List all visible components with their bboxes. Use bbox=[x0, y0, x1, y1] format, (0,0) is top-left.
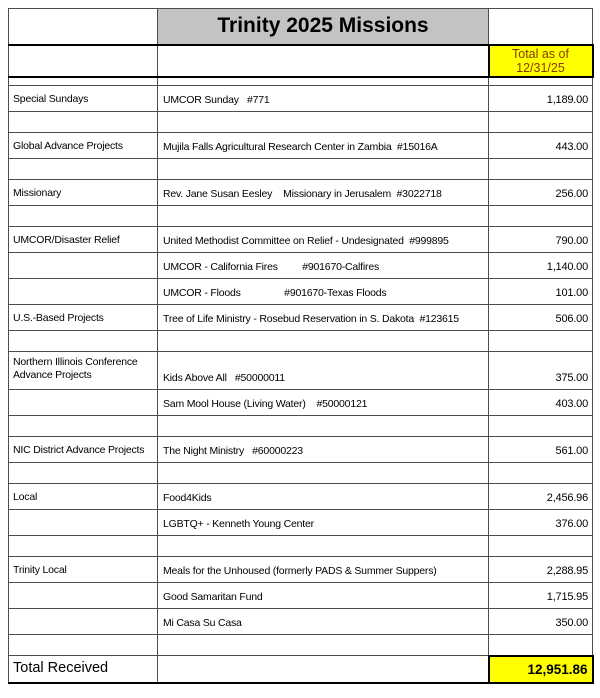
description-cell: Rev. Jane Susan Eesley Missionary in Jerusalem #3022718 bbox=[158, 180, 489, 206]
total-as-of-header: Total as of 12/31/25 bbox=[489, 45, 593, 77]
amount-cell: 443.00 bbox=[489, 133, 593, 159]
column-header-row bbox=[9, 45, 593, 77]
amount-cell bbox=[489, 463, 593, 484]
amount-cell: 1,715.95 bbox=[489, 583, 593, 609]
description-cell bbox=[158, 463, 489, 484]
table-row bbox=[9, 331, 593, 352]
category-cell: U.S.-Based Projects bbox=[9, 305, 158, 331]
category-cell: Special Sundays bbox=[9, 86, 158, 112]
category-cell bbox=[9, 279, 158, 305]
category-cell bbox=[9, 510, 158, 536]
description-cell bbox=[158, 536, 489, 557]
amount-cell: 2,288.95 bbox=[489, 557, 593, 583]
amount-cell: 1,140.00 bbox=[489, 253, 593, 279]
table-row bbox=[9, 180, 593, 206]
category-cell bbox=[9, 159, 158, 180]
amount-cell bbox=[489, 536, 593, 557]
description-cell bbox=[158, 159, 489, 180]
table-row bbox=[9, 279, 593, 305]
category-cell bbox=[9, 206, 158, 227]
description-cell: Sam Mool House (Living Water) #50000121 bbox=[158, 390, 489, 416]
page-title: Trinity 2025 Missions bbox=[158, 9, 489, 45]
title-right-empty-cell bbox=[489, 9, 593, 45]
description-cell bbox=[158, 206, 489, 227]
category-cell bbox=[9, 583, 158, 609]
description-cell: UMCOR - California Fires #901670-Calfires bbox=[158, 253, 489, 279]
missions-table bbox=[8, 8, 594, 684]
category-cell bbox=[9, 416, 158, 437]
amount-cell: 1,189.00 bbox=[489, 86, 593, 112]
description-cell: Food4Kids bbox=[158, 484, 489, 510]
description-cell: United Methodist Committee on Relief - Undesignated #999895 bbox=[158, 227, 489, 253]
description-cell: Mi Casa Su Casa bbox=[158, 609, 489, 635]
header-empty-cell bbox=[9, 45, 158, 77]
table-row bbox=[9, 484, 593, 510]
empty-cell bbox=[158, 77, 489, 86]
amount-cell: 375.00 bbox=[489, 352, 593, 390]
category-cell bbox=[9, 635, 158, 656]
title-row bbox=[9, 9, 593, 45]
table-row bbox=[9, 253, 593, 279]
category-cell bbox=[9, 112, 158, 133]
table-row bbox=[9, 227, 593, 253]
description-cell: LGBTQ+ - Kenneth Young Center bbox=[158, 510, 489, 536]
amount-cell: 561.00 bbox=[489, 437, 593, 463]
empty-cell bbox=[158, 656, 489, 683]
description-cell: UMCOR Sunday #771 bbox=[158, 86, 489, 112]
amount-cell bbox=[489, 635, 593, 656]
table-row bbox=[9, 416, 593, 437]
category-cell: Trinity Local bbox=[9, 557, 158, 583]
amount-cell: 256.00 bbox=[489, 180, 593, 206]
table-row bbox=[9, 133, 593, 159]
table-row bbox=[9, 635, 593, 656]
table-row bbox=[9, 159, 593, 180]
description-cell: Mujila Falls Agricultural Research Center in Zambia #15016A bbox=[158, 133, 489, 159]
category-cell: Global Advance Projects bbox=[9, 133, 158, 159]
table-row bbox=[9, 557, 593, 583]
amount-cell: 506.00 bbox=[489, 305, 593, 331]
description-cell: UMCOR - Floods #901670-Texas Floods bbox=[158, 279, 489, 305]
header-empty-cell bbox=[158, 45, 489, 77]
category-cell: Missionary bbox=[9, 180, 158, 206]
category-cell bbox=[9, 463, 158, 484]
description-cell bbox=[158, 331, 489, 352]
total-received-amount: 12,951.86 bbox=[489, 656, 593, 683]
category-cell bbox=[9, 609, 158, 635]
description-cell: Tree of Life Ministry - Rosebud Reservation in S. Dakota #123615 bbox=[158, 305, 489, 331]
category-cell: NIC District Advance Projects bbox=[9, 437, 158, 463]
category-cell: Northern Illinois Conference Advance Projects bbox=[9, 352, 158, 390]
category-cell bbox=[9, 253, 158, 279]
table-row bbox=[9, 86, 593, 112]
amount-cell bbox=[489, 416, 593, 437]
amount-cell: 350.00 bbox=[489, 609, 593, 635]
amount-cell: 403.00 bbox=[489, 390, 593, 416]
description-cell: Meals for the Unhoused (formerly PADS & Summer Suppers) bbox=[158, 557, 489, 583]
description-cell bbox=[158, 635, 489, 656]
table-row bbox=[9, 609, 593, 635]
total-received-label: Total Received bbox=[9, 656, 158, 683]
description-cell bbox=[158, 416, 489, 437]
empty-cell bbox=[9, 77, 158, 86]
table-row bbox=[9, 206, 593, 227]
amount-cell: 790.00 bbox=[489, 227, 593, 253]
table-row bbox=[9, 390, 593, 416]
amount-cell: 376.00 bbox=[489, 510, 593, 536]
description-cell: Kids Above All #50000011 bbox=[158, 352, 489, 390]
table-row bbox=[9, 463, 593, 484]
category-cell bbox=[9, 331, 158, 352]
amount-cell bbox=[489, 206, 593, 227]
amount-cell: 2,456.96 bbox=[489, 484, 593, 510]
total-row bbox=[9, 656, 593, 683]
title-left-empty-cell bbox=[9, 9, 158, 45]
table-row bbox=[9, 352, 593, 390]
table-row bbox=[9, 437, 593, 463]
category-cell bbox=[9, 536, 158, 557]
spacer-row bbox=[9, 77, 593, 86]
empty-cell bbox=[489, 77, 593, 86]
category-cell bbox=[9, 390, 158, 416]
amount-cell bbox=[489, 159, 593, 180]
description-cell: Good Samaritan Fund bbox=[158, 583, 489, 609]
description-cell bbox=[158, 112, 489, 133]
category-cell: UMCOR/Disaster Relief bbox=[9, 227, 158, 253]
table-row bbox=[9, 305, 593, 331]
table-row bbox=[9, 510, 593, 536]
table-row bbox=[9, 112, 593, 133]
category-cell: Local bbox=[9, 484, 158, 510]
amount-cell: 101.00 bbox=[489, 279, 593, 305]
table-row bbox=[9, 536, 593, 557]
amount-cell bbox=[489, 331, 593, 352]
description-cell: The Night Ministry #60000223 bbox=[158, 437, 489, 463]
amount-cell bbox=[489, 112, 593, 133]
table-row bbox=[9, 583, 593, 609]
